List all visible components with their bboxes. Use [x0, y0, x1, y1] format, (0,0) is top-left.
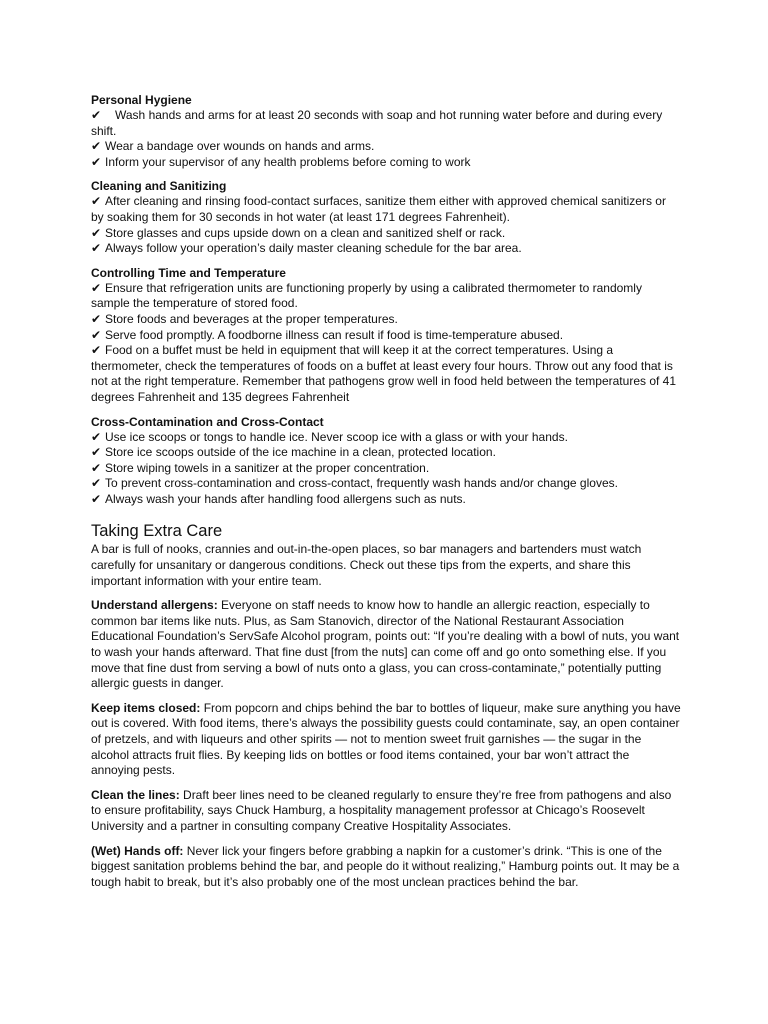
list-item: ✔ After cleaning and rinsing food-contact surfaces, sanitize them either with approved chemical sanitizers or by soaking them for 30 seconds in hot water (at least 171 degrees Fahrenheit). [91, 194, 666, 224]
tip-lead: (Wet) Hands off: [91, 843, 184, 858]
list-item: ✔ Store ice scoops outside of the ice machine in a clean, protected location. [91, 445, 496, 460]
tip-lead: Understand allergens: [91, 598, 218, 613]
list-item: ✔ Inform your supervisor of any health problems before coming to work [91, 154, 471, 169]
tip-lead: Clean the lines: [91, 787, 180, 802]
section-personal-hygiene [91, 93, 681, 170]
check-icon: ✔ [91, 429, 102, 444]
check-icon: ✔ [91, 225, 102, 240]
list-item: ✔ Wear a bandage over wounds on hands and arms. [91, 139, 375, 154]
list-item: ✔ Store wiping towels in a sanitizer at the proper concentration. [91, 460, 430, 475]
check-icon: ✔ [91, 311, 102, 326]
check-icon: ✔ [91, 108, 102, 122]
section-cleaning-sanitizing [91, 179, 681, 256]
section-heading: Cross-Contamination and Cross-Contact [91, 414, 324, 429]
check-icon: ✔ [91, 154, 102, 169]
check-icon: ✔ [91, 460, 102, 475]
intro-paragraph: A bar is full of nooks, crannies and out-in-the-open places, so bar managers and bartenders must watch carefully for unsanitary or dangerous conditions. Check out these tips from the experts, and share this important information with your entire team. [91, 542, 642, 588]
tip-text: Everyone on staff needs to know how to handle an allergic reaction, especially to common bar items like nuts. Plus, as Sam Stanovich, director of the National Restaurant Association Educational Foundation’s ServSafe Alcohol program, points out: “If you’re dealing with a bowl of nuts, you want to wash your hands afterward. That fine dust [from the nuts] can come off and go onto something else. If you move that fine dust from serving a bowl of nuts onto a glass, you can cross-contaminate,” potentially putting allergic guests in danger. [91, 598, 680, 691]
tip-text: Draft beer lines need to be cleaned regularly to ensure they’re free from pathogens and also to ensure profitability, says Chuck Hamburg, a hospitality management professor at Chicago’s Roosevelt University and a partner in consulting company Creative Hospitality Associates. [91, 787, 672, 833]
list-item: ✔ Always follow your operation’s daily master cleaning schedule for the bar area. [91, 241, 522, 256]
check-icon: ✔ [91, 445, 102, 460]
tip-lead: Keep items closed: [91, 700, 201, 715]
document-page [91, 93, 681, 899]
check-icon: ✔ [91, 491, 102, 506]
list-item: ✔ To prevent cross-contamination and cross-contact, frequently wash hands and/or change gloves. [91, 476, 618, 491]
tip-paragraph [91, 598, 681, 692]
list-item: ✔ Use ice scoops or tongs to handle ice. Never scoop ice with a glass or with your hands. [91, 429, 568, 444]
check-icon: ✔ [91, 280, 102, 295]
list-item: ✔ Always wash your hands after handling food allergens such as nuts. [91, 491, 466, 506]
tip-paragraph [91, 701, 681, 779]
tip-paragraph [91, 788, 681, 835]
list-item: ✔ Wash hands and arms for at least 20 seconds with soap and hot running water before and during every shift. [91, 108, 663, 138]
check-icon: ✔ [91, 476, 102, 491]
check-icon: ✔ [91, 343, 102, 358]
list-item: ✔ Food on a buffet must be held in equipment that will keep it at the correct temperatures. Using a thermometer, check the temperatures of foods on a buffet at least every four hours. Throw out any food that is not at the right temperature. Remember that pathogens grow well in food held between the temperatures of 41 degrees Fahrenheit and 135 degrees Fahrenheit [91, 343, 677, 404]
section-heading: Controlling Time and Temperature [91, 265, 286, 280]
section-heading: Cleaning and Sanitizing [91, 179, 227, 194]
section-heading: Personal Hygiene [91, 93, 192, 107]
tip-text: Never lick your fingers before grabbing a napkin for a customer’s drink. “This is one of the biggest sanitation problems behind the bar, and people do it without realizing,” Hamburg points out. It may be a tough habit to break, but it’s also probably one of the most unclean practices behind the bar. [91, 843, 680, 889]
list-item: ✔ Serve food promptly. A foodborne illness can result if food is time-temperature abused. [91, 327, 564, 342]
list-item: ✔ Store glasses and cups upside down on a clean and sanitized shelf or rack. [91, 225, 506, 240]
check-icon: ✔ [91, 241, 102, 256]
tip-paragraph [91, 844, 681, 891]
section-time-temperature [91, 266, 681, 406]
check-icon: ✔ [91, 194, 102, 209]
tip-text: From popcorn and chips behind the bar to bottles of liqueur, make sure anything you have out is covered. With food items, there’s always the possibility guests could contaminate, say, an open container of pretzels, and with liqueurs and other spirits — not to mention sweet fruit garnishes — the sugar in the alcohol attracts fruit flies. By keeping lids on bottles or food items contained, your bar won’t attract the annoying pests. [91, 700, 681, 778]
check-icon: ✔ [91, 327, 102, 342]
check-icon: ✔ [91, 139, 102, 154]
list-item: ✔ Ensure that refrigeration units are functioning properly by using a calibrated thermometer to randomly sample the temperature of stored food. [91, 280, 642, 311]
section-title-taking-extra-care: Taking Extra Care [91, 522, 223, 541]
list-item: ✔ Store foods and beverages at the proper temperatures. [91, 311, 398, 326]
section-cross-contamination [91, 415, 681, 508]
